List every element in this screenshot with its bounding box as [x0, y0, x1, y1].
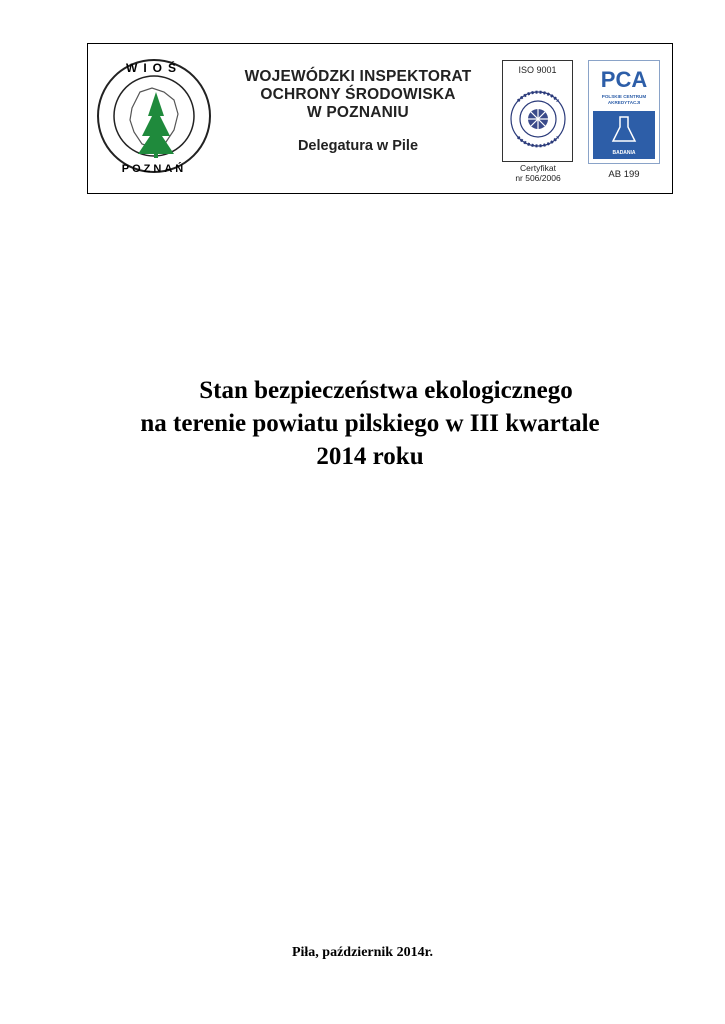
institution-line-3: W POZNANIU — [307, 104, 409, 121]
wios-logo — [94, 48, 214, 188]
logo-top-text: WIOŚ — [126, 61, 182, 75]
institution-line-1: WOJEWÓDZKI INSPEKTORAT — [244, 68, 472, 85]
letterhead — [87, 43, 673, 194]
iso-certificate-badge — [502, 60, 573, 162]
title-line-2: na terenie powiatu pilskiego w III kwartale — [140, 410, 600, 437]
pca-accreditation-badge — [588, 60, 660, 164]
iso-title: ISO 9001 — [518, 65, 557, 75]
branch-name: Delegatura w Pile — [297, 138, 419, 154]
pca-logo — [589, 61, 659, 163]
institution-line-2: OCHRONY ŚRODOWISKA — [260, 86, 456, 103]
place-and-date: Piła, październik 2014r. — [291, 945, 434, 960]
iso-certificate-text — [494, 163, 582, 183]
pca-badge-text: BADANIA — [612, 150, 636, 156]
pca-logo-text: PCA — [600, 67, 648, 92]
institution-name — [228, 68, 488, 154]
iso-cert-line-2: nr 506/2006 — [515, 173, 561, 183]
iso-seal-icon — [508, 81, 568, 157]
title-line-3: 2014 roku — [316, 443, 424, 470]
iso-cert-line-1: Certyfikat — [520, 163, 556, 173]
document-title — [60, 374, 680, 473]
pca-name-line-2: AKREDYTACJI — [607, 100, 641, 105]
pca-accreditation-number: AB 199 — [608, 169, 640, 180]
pca-name-line-1: POLSKIE CENTRUM — [601, 94, 647, 99]
title-line-1: Stan bezpieczeństwa ekologicznego — [199, 377, 573, 404]
logo-bottom-text: POZNAŃ — [121, 163, 187, 175]
